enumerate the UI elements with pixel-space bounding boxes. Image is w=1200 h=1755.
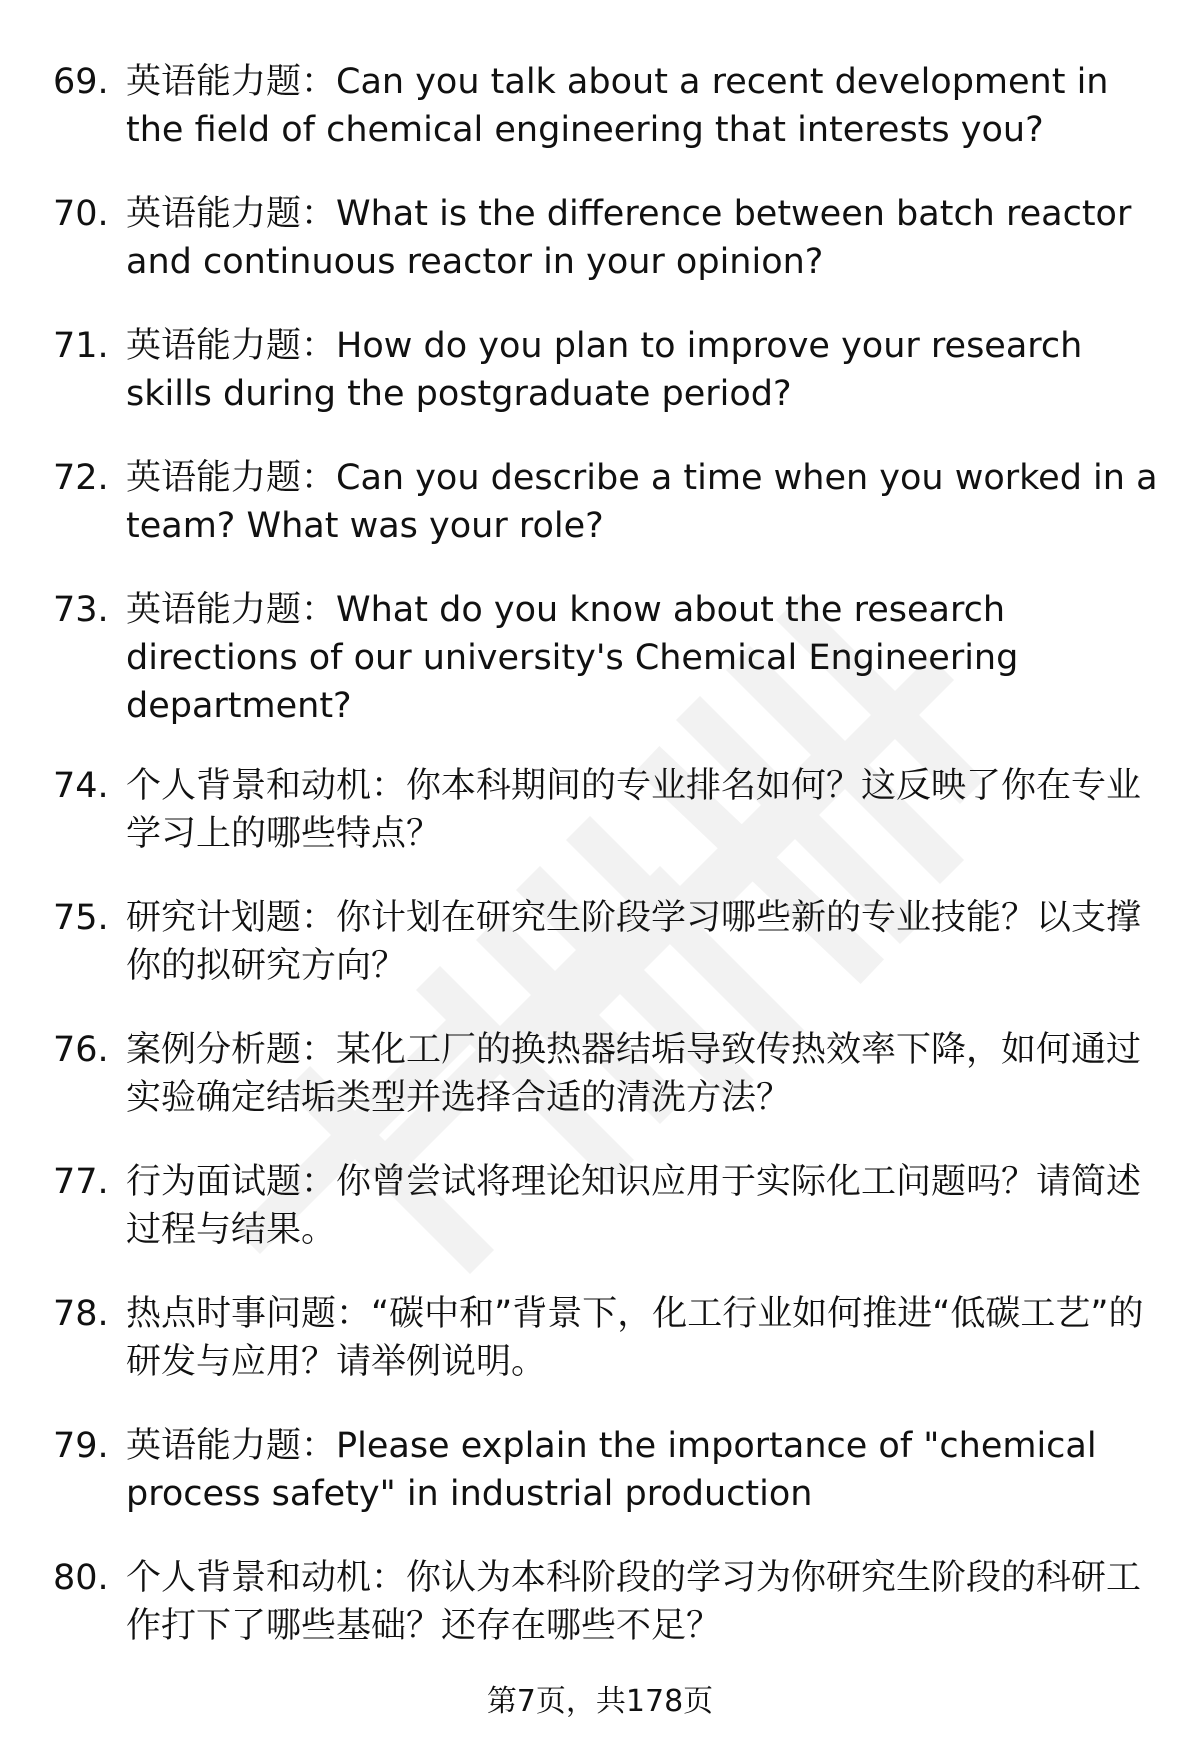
question-text: 你本科期间的专业排名如何？这反映了你在专业学习上的哪些特点？ [126,766,1142,854]
question-category: 行为面试题： [126,1162,337,1202]
question-number: 79. [53,1426,109,1466]
question-text: 你认为本科阶段的学习为你研究生阶段的科研工作打下了哪些基础？还存在哪些不足？ [126,1558,1142,1646]
question-item-77 [0,1158,1200,1290]
question-category: 个人背景和动机： [126,1558,407,1598]
question-number: 73. [53,590,109,630]
question-item-74 [0,762,1200,894]
question-item-70 [0,190,1200,322]
question-number: 78. [53,1294,109,1334]
question-item-72 [0,454,1200,586]
question-text: How do you plan to improve your research skills during the postgraduate period? [126,326,1083,414]
question-text: “碳中和”背景下，化工行业如何推进“低碳工艺”的研发与应用？请举例说明。 [126,1294,1144,1382]
question-item-71 [0,322,1200,454]
question-number: 75. [53,898,109,938]
question-category: 英语能力题： [126,1426,337,1466]
question-body [126,1554,1176,1650]
question-body [126,454,1176,550]
question-item-75 [0,894,1200,1026]
question-body [126,190,1176,286]
question-text: What is the difference between batch reactor and continuous reactor in your opinion? [126,194,1132,282]
question-body [126,1422,1176,1518]
question-number: 76. [53,1030,109,1070]
question-text: Can you describe a time when you worked in a team? What was your role? [126,458,1158,546]
question-body [126,1026,1176,1122]
question-body [126,1158,1176,1254]
question-item-69 [0,58,1200,190]
question-number: 74. [53,766,109,806]
question-number: 77. [53,1162,109,1202]
question-item-73 [0,586,1200,762]
question-item-76 [0,1026,1200,1158]
question-body [126,762,1176,858]
question-text: 你计划在研究生阶段学习哪些新的专业技能？以支撑你的拟研究方向？ [126,898,1142,986]
question-text: 你曾尝试将理论知识应用于实际化工问题吗？请简述过程与结果。 [126,1162,1142,1250]
question-text: What do you know about the research directions of our university's Chemical Engineering department? [126,590,1019,726]
question-item-79 [0,1422,1200,1554]
question-text: 某化工厂的换热器结垢导致传热效率下降，如何通过实验确定结垢类型并选择合适的清洗方法？ [126,1030,1142,1118]
question-category: 案例分析题： [126,1030,337,1070]
question-item-80 [0,1554,1200,1686]
question-number: 72. [53,458,109,498]
question-category: 英语能力题： [126,194,337,234]
question-category: 英语能力题： [126,590,337,630]
question-body [126,586,1176,730]
question-item-78 [0,1290,1200,1422]
question-body [126,322,1176,418]
page-footer: 第7页，共178页 [486,1684,714,1719]
question-body [126,894,1176,990]
question-category: 热点时事问题： [126,1294,372,1334]
question-category: 英语能力题： [126,62,337,102]
question-number: 69. [53,62,109,102]
question-category: 个人背景和动机： [126,766,407,806]
question-text: Can you talk about a recent development in the field of chemical engineering that interests you? [126,62,1109,150]
question-text: Please explain the importance of "chemical process safety" in industrial production [126,1426,1097,1514]
question-number: 80. [53,1558,109,1598]
question-number: 70. [53,194,109,234]
question-category: 英语能力题： [126,458,337,498]
question-category: 研究计划题： [126,898,337,938]
question-body [126,58,1176,154]
question-category: 英语能力题： [126,326,337,366]
question-body [126,1290,1176,1386]
question-list [0,58,1200,1686]
question-number: 71. [53,326,109,366]
